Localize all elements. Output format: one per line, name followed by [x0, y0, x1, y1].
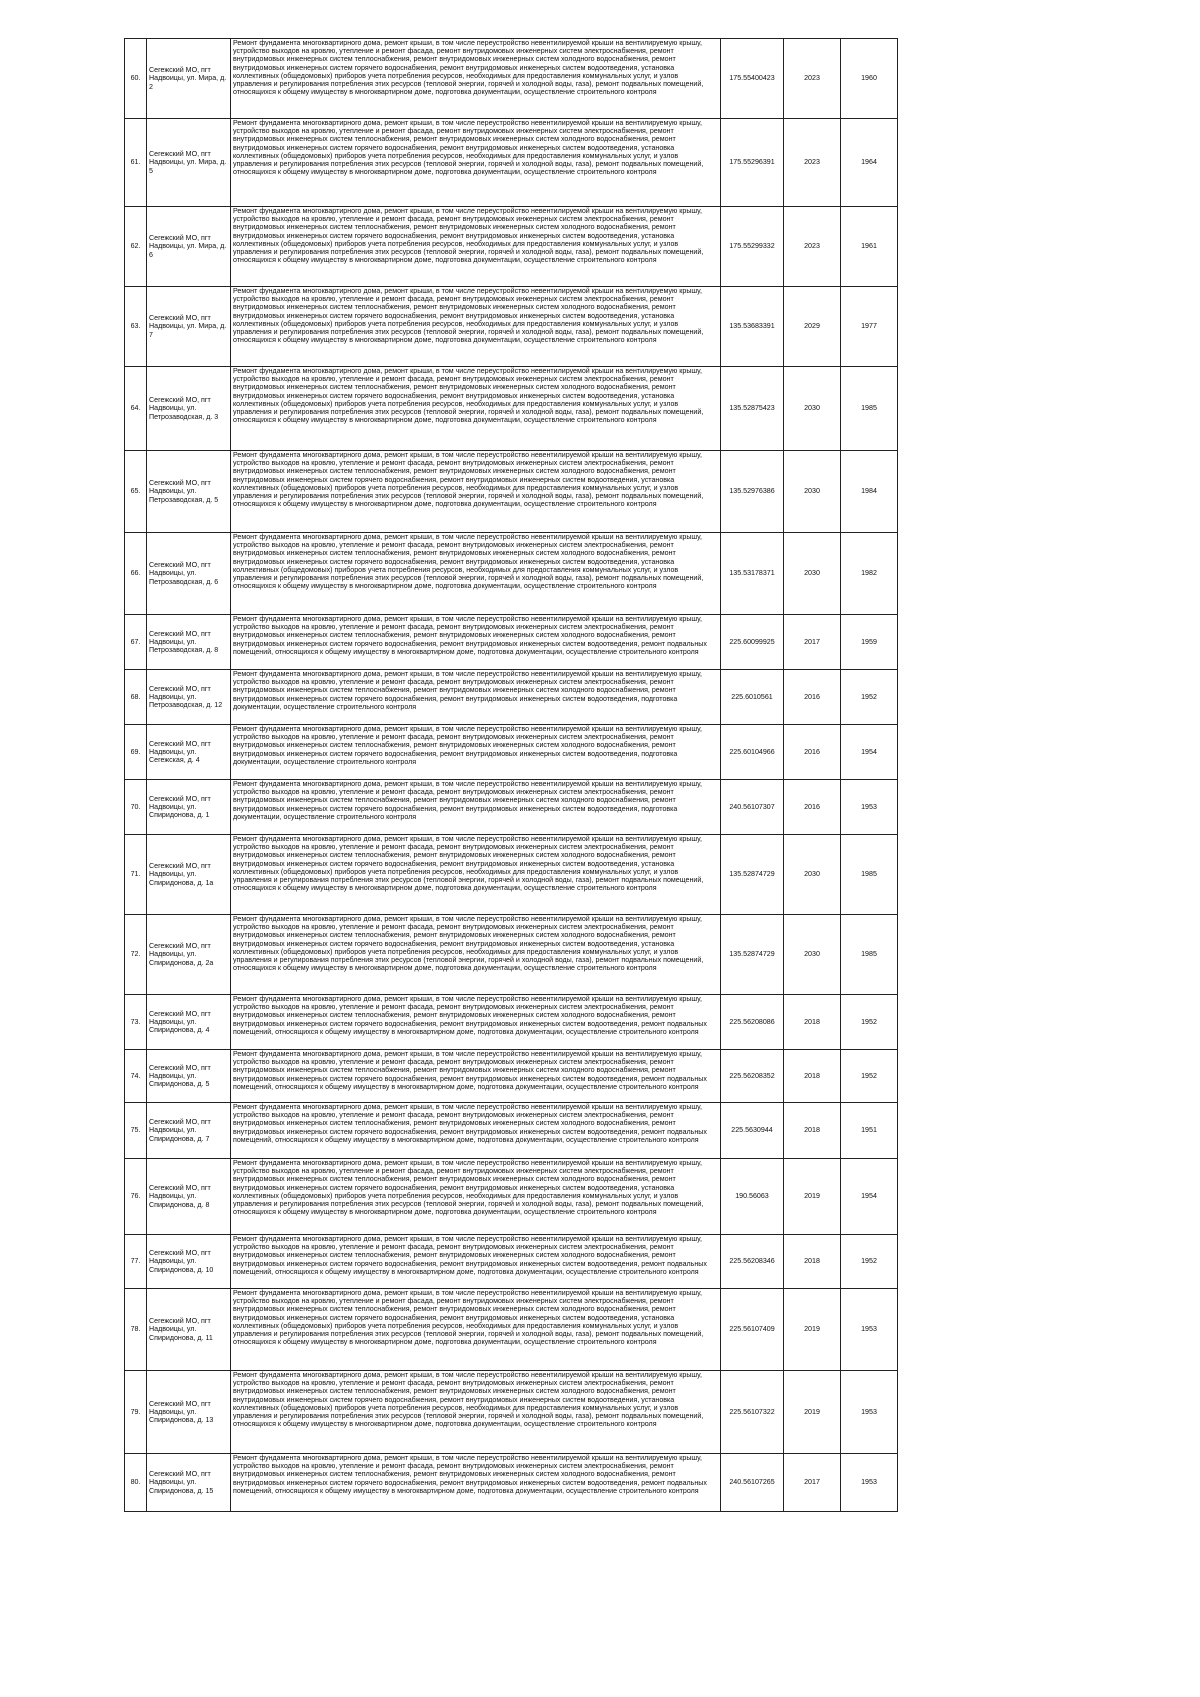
- cost-cell: 135.52874729: [721, 915, 784, 995]
- address-cell: Сегежский МО, пгт Надвоицы, ул. Мира, д. 5: [147, 119, 231, 207]
- planned-year-cell: 2019: [784, 1289, 841, 1371]
- work-description-cell: Ремонт фундамента многоквартирного дома, ремонт крыши, в том числе переустройство невентилируемой крыши на вентилируемую крышу, устройство выходов на кровлю, утепление и ремонт фасада, ремонт внутридомовых инженерных систем электроснабжения, ремонт внутридомовых инженерных систем теплоснабжения, ремонт внутридомовых инженерных систем холодного водоснабжения, ремонт внутридомовых инженерных систем горячего водоснабжения, ремонт внутридомовых инженерных систем водоотведения, подготовка документации, осуществление строительного контроля: [231, 780, 721, 835]
- work-description-cell: Ремонт фундамента многоквартирного дома, ремонт крыши, в том числе переустройство невентилируемой крыши на вентилируемую крышу, устройство выходов на кровлю, утепление и ремонт фасада, ремонт внутридомовых инженерных систем электроснабжения, ремонт внутридомовых инженерных систем теплоснабжения, ремонт внутридомовых инженерных систем холодного водоснабжения, ремонт внутридомовых инженерных систем горячего водоснабжения, ремонт внутридомовых инженерных систем водоотведения, установка коллективных (общедомовых) приборов учета потребления ресурсов, необходимых для предоставления коммунальных услуг, и узлов управления и регулирования потребления этих ресурсов (тепловой энергии, горячей и холодной воды, газа), ремонт подвальных помещений, относящихся к общему имуществу в многоквартирном доме, подготовка документации, осуществление строительного контроля: [231, 1289, 721, 1371]
- table-row: [125, 1289, 898, 1371]
- cost-cell: 225.56208346: [721, 1235, 784, 1289]
- address-cell: Сегежский МО, пгт Надвоицы, ул. Мира, д. 7: [147, 287, 231, 367]
- address-cell: Сегежский МО, пгт Надвоицы, ул. Петрозаводская, д. 8: [147, 615, 231, 670]
- work-description-cell: Ремонт фундамента многоквартирного дома, ремонт крыши, в том числе переустройство невентилируемой крыши на вентилируемую крышу, устройство выходов на кровлю, утепление и ремонт фасада, ремонт внутридомовых инженерных систем электроснабжения, ремонт внутридомовых инженерных систем теплоснабжения, ремонт внутридомовых инженерных систем холодного водоснабжения, ремонт внутридомовых инженерных систем горячего водоснабжения, ремонт внутридомовых инженерных систем водоотведения, установка коллективных (общедомовых) приборов учета потребления ресурсов, необходимых для предоставления коммунальных услуг, и узлов управления и регулирования потребления этих ресурсов (тепловой энергии, горячей и холодной воды, газа), ремонт подвальных помещений, относящихся к общему имуществу в многоквартирном доме, подготовка документации, осуществление строительного контроля: [231, 1159, 721, 1235]
- planned-year-cell: 2018: [784, 1235, 841, 1289]
- cost-cell: 135.52976386: [721, 451, 784, 533]
- address-cell: Сегежский МО, пгт Надвоицы, ул. Мира, д. 2: [147, 39, 231, 119]
- build-year-cell: 1952: [841, 1235, 898, 1289]
- build-year-cell: 1953: [841, 780, 898, 835]
- table-row: [125, 207, 898, 287]
- planned-year-cell: 2023: [784, 39, 841, 119]
- row-number: 80.: [125, 1454, 147, 1512]
- cost-cell: 225.56208086: [721, 995, 784, 1050]
- row-number: 72.: [125, 915, 147, 995]
- planned-year-cell: 2029: [784, 287, 841, 367]
- address-cell: Сегежский МО, пгт Надвоицы, ул. Петрозаводская, д. 5: [147, 451, 231, 533]
- planned-year-cell: 2017: [784, 1454, 841, 1512]
- cost-cell: 190.56063: [721, 1159, 784, 1235]
- row-number: 61.: [125, 119, 147, 207]
- planned-year-cell: 2016: [784, 670, 841, 725]
- table-row: [125, 451, 898, 533]
- cost-cell: 240.56107307: [721, 780, 784, 835]
- cost-cell: 225.5630944: [721, 1103, 784, 1159]
- build-year-cell: 1953: [841, 1454, 898, 1512]
- table-row: [125, 780, 898, 835]
- build-year-cell: 1954: [841, 725, 898, 780]
- table-row: [125, 835, 898, 915]
- work-description-cell: Ремонт фундамента многоквартирного дома, ремонт крыши, в том числе переустройство невентилируемой крыши на вентилируемую крышу, устройство выходов на кровлю, утепление и ремонт фасада, ремонт внутридомовых инженерных систем электроснабжения, ремонт внутридомовых инженерных систем теплоснабжения, ремонт внутридомовых инженерных систем холодного водоснабжения, ремонт внутридомовых инженерных систем горячего водоснабжения, ремонт внутридомовых инженерных систем водоотведения, ремонт подвальных помещений, относящихся к общему имуществу в многоквартирном доме, подготовка документации, осуществление строительного контроля: [231, 1103, 721, 1159]
- table-row: [125, 1454, 898, 1512]
- address-cell: Сегежский МО, пгт Надвоицы, ул. Спиридонова, д. 2а: [147, 915, 231, 995]
- planned-year-cell: 2030: [784, 835, 841, 915]
- work-description-cell: Ремонт фундамента многоквартирного дома, ремонт крыши, в том числе переустройство невентилируемой крыши на вентилируемую крышу, устройство выходов на кровлю, утепление и ремонт фасада, ремонт внутридомовых инженерных систем электроснабжения, ремонт внутридомовых инженерных систем теплоснабжения, ремонт внутридомовых инженерных систем холодного водоснабжения, ремонт внутридомовых инженерных систем горячего водоснабжения, ремонт внутридомовых инженерных систем водоотведения, подготовка документации, осуществление строительного контроля: [231, 670, 721, 725]
- work-description-cell: Ремонт фундамента многоквартирного дома, ремонт крыши, в том числе переустройство невентилируемой крыши на вентилируемую крышу, устройство выходов на кровлю, утепление и ремонт фасада, ремонт внутридомовых инженерных систем электроснабжения, ремонт внутридомовых инженерных систем теплоснабжения, ремонт внутридомовых инженерных систем холодного водоснабжения, ремонт внутридомовых инженерных систем горячего водоснабжения, ремонт внутридомовых инженерных систем водоотведения, установка коллективных (общедомовых) приборов учета потребления ресурсов, необходимых для предоставления коммунальных услуг, и узлов управления и регулирования потребления этих ресурсов (тепловой энергии, горячей и холодной воды, газа), ремонт подвальных помещений, относящихся к общему имуществу в многоквартирном доме, подготовка документации, осуществление строительного контроля: [231, 835, 721, 915]
- address-cell: Сегежский МО, пгт Надвоицы, ул. Мира, д. 6: [147, 207, 231, 287]
- cost-cell: 225.60099925: [721, 615, 784, 670]
- row-number: 77.: [125, 1235, 147, 1289]
- cost-cell: 225.56107322: [721, 1371, 784, 1454]
- row-number: 69.: [125, 725, 147, 780]
- table-row: [125, 1103, 898, 1159]
- address-cell: Сегежский МО, пгт Надвоицы, ул. Спиридонова, д. 11: [147, 1289, 231, 1371]
- row-number: 78.: [125, 1289, 147, 1371]
- table-row: [125, 119, 898, 207]
- cost-cell: 135.52875423: [721, 367, 784, 451]
- work-description-cell: Ремонт фундамента многоквартирного дома, ремонт крыши, в том числе переустройство невентилируемой крыши на вентилируемую крышу, устройство выходов на кровлю, утепление и ремонт фасада, ремонт внутридомовых инженерных систем электроснабжения, ремонт внутридомовых инженерных систем теплоснабжения, ремонт внутридомовых инженерных систем холодного водоснабжения, ремонт внутридомовых инженерных систем горячего водоснабжения, ремонт внутридомовых инженерных систем водоотведения, установка коллективных (общедомовых) приборов учета потребления ресурсов, необходимых для предоставления коммунальных услуг, и узлов управления и регулирования потребления этих ресурсов (тепловой энергии, горячей и холодной воды, газа), ремонт подвальных помещений, относящихся к общему имуществу в многоквартирном доме, подготовка документации, осуществление строительного контроля: [231, 451, 721, 533]
- build-year-cell: 1952: [841, 995, 898, 1050]
- row-number: 65.: [125, 451, 147, 533]
- build-year-cell: 1961: [841, 207, 898, 287]
- address-cell: Сегежский МО, пгт Надвоицы, ул. Спиридонова, д. 8: [147, 1159, 231, 1235]
- work-description-cell: Ремонт фундамента многоквартирного дома, ремонт крыши, в том числе переустройство невентилируемой крыши на вентилируемую крышу, устройство выходов на кровлю, утепление и ремонт фасада, ремонт внутридомовых инженерных систем электроснабжения, ремонт внутридомовых инженерных систем теплоснабжения, ремонт внутридомовых инженерных систем холодного водоснабжения, ремонт внутридомовых инженерных систем горячего водоснабжения, ремонт внутридомовых инженерных систем водоотведения, подготовка документации, осуществление строительного контроля: [231, 725, 721, 780]
- work-description-cell: Ремонт фундамента многоквартирного дома, ремонт крыши, в том числе переустройство невентилируемой крыши на вентилируемую крышу, устройство выходов на кровлю, утепление и ремонт фасада, ремонт внутридомовых инженерных систем электроснабжения, ремонт внутридомовых инженерных систем теплоснабжения, ремонт внутридомовых инженерных систем холодного водоснабжения, ремонт внутридомовых инженерных систем горячего водоснабжения, ремонт внутридомовых инженерных систем водоотведения, установка коллективных (общедомовых) приборов учета потребления ресурсов, необходимых для предоставления коммунальных услуг, и узлов управления и регулирования потребления этих ресурсов (тепловой энергии, горячей и холодной воды, газа), ремонт подвальных помещений, относящихся к общему имуществу в многоквартирном доме, подготовка документации, осуществление строительного контроля: [231, 533, 721, 615]
- cost-cell: 225.56208352: [721, 1050, 784, 1103]
- build-year-cell: 1985: [841, 835, 898, 915]
- build-year-cell: 1960: [841, 39, 898, 119]
- build-year-cell: 1952: [841, 1050, 898, 1103]
- planned-year-cell: 2023: [784, 207, 841, 287]
- work-description-cell: Ремонт фундамента многоквартирного дома, ремонт крыши, в том числе переустройство невентилируемой крыши на вентилируемую крышу, устройство выходов на кровлю, утепление и ремонт фасада, ремонт внутридомовых инженерных систем электроснабжения, ремонт внутридомовых инженерных систем теплоснабжения, ремонт внутридомовых инженерных систем холодного водоснабжения, ремонт внутридомовых инженерных систем горячего водоснабжения, ремонт внутридомовых инженерных систем водоотведения, установка коллективных (общедомовых) приборов учета потребления ресурсов, необходимых для предоставления коммунальных услуг, и узлов управления и регулирования потребления этих ресурсов (тепловой энергии, горячей и холодной воды, газа), ремонт подвальных помещений, относящихся к общему имуществу в многоквартирном доме, подготовка документации, осуществление строительного контроля: [231, 39, 721, 119]
- row-number: 70.: [125, 780, 147, 835]
- cost-cell: 135.53683391: [721, 287, 784, 367]
- table-row: [125, 1235, 898, 1289]
- cost-cell: 135.53178371: [721, 533, 784, 615]
- planned-year-cell: 2030: [784, 915, 841, 995]
- address-cell: Сегежский МО, пгт Надвоицы, ул. Спиридонова, д. 10: [147, 1235, 231, 1289]
- row-number: 68.: [125, 670, 147, 725]
- table-row: [125, 995, 898, 1050]
- row-number: 60.: [125, 39, 147, 119]
- work-description-cell: Ремонт фундамента многоквартирного дома, ремонт крыши, в том числе переустройство невентилируемой крыши на вентилируемую крышу, устройство выходов на кровлю, утепление и ремонт фасада, ремонт внутридомовых инженерных систем электроснабжения, ремонт внутридомовых инженерных систем теплоснабжения, ремонт внутридомовых инженерных систем холодного водоснабжения, ремонт внутридомовых инженерных систем горячего водоснабжения, ремонт внутридомовых инженерных систем водоотведения, ремонт подвальных помещений, относящихся к общему имуществу в многоквартирном доме, подготовка документации, осуществление строительного контроля: [231, 1050, 721, 1103]
- address-cell: Сегежский МО, пгт Надвоицы, ул. Спиридонова, д. 5: [147, 1050, 231, 1103]
- build-year-cell: 1952: [841, 670, 898, 725]
- table-row: [125, 725, 898, 780]
- address-cell: Сегежский МО, пгт Надвоицы, ул. Спиридонова, д. 4: [147, 995, 231, 1050]
- address-cell: Сегежский МО, пгт Надвоицы, ул. Сегежская, д. 4: [147, 725, 231, 780]
- address-cell: Сегежский МО, пгт Надвоицы, ул. Спиридонова, д. 1а: [147, 835, 231, 915]
- planned-year-cell: 2018: [784, 1050, 841, 1103]
- row-number: 74.: [125, 1050, 147, 1103]
- cost-cell: 175.55400423: [721, 39, 784, 119]
- address-cell: Сегежский МО, пгт Надвоицы, ул. Спиридонова, д. 13: [147, 1371, 231, 1454]
- work-description-cell: Ремонт фундамента многоквартирного дома, ремонт крыши, в том числе переустройство невентилируемой крыши на вентилируемую крышу, устройство выходов на кровлю, утепление и ремонт фасада, ремонт внутридомовых инженерных систем электроснабжения, ремонт внутридомовых инженерных систем теплоснабжения, ремонт внутридомовых инженерных систем холодного водоснабжения, ремонт внутридомовых инженерных систем горячего водоснабжения, ремонт внутридомовых инженерных систем водоотведения, ремонт подвальных помещений, относящихся к общему имуществу в многоквартирном доме, подготовка документации, осуществление строительного контроля: [231, 1454, 721, 1512]
- build-year-cell: 1984: [841, 451, 898, 533]
- address-cell: Сегежский МО, пгт Надвоицы, ул. Петрозаводская, д. 3: [147, 367, 231, 451]
- cost-cell: 135.52874729: [721, 835, 784, 915]
- build-year-cell: 1954: [841, 1159, 898, 1235]
- address-cell: Сегежский МО, пгт Надвоицы, ул. Спиридонова, д. 15: [147, 1454, 231, 1512]
- planned-year-cell: 2019: [784, 1371, 841, 1454]
- cost-cell: 225.6010561: [721, 670, 784, 725]
- row-number: 75.: [125, 1103, 147, 1159]
- address-cell: Сегежский МО, пгт Надвоицы, ул. Спиридонова, д. 7: [147, 1103, 231, 1159]
- row-number: 63.: [125, 287, 147, 367]
- planned-year-cell: 2016: [784, 725, 841, 780]
- planned-year-cell: 2019: [784, 1159, 841, 1235]
- table-row: [125, 1371, 898, 1454]
- table-row: [125, 533, 898, 615]
- row-number: 66.: [125, 533, 147, 615]
- table-body: [125, 39, 898, 1512]
- table-row: [125, 615, 898, 670]
- cost-cell: 240.56107265: [721, 1454, 784, 1512]
- build-year-cell: 1953: [841, 1289, 898, 1371]
- build-year-cell: 1953: [841, 1371, 898, 1454]
- work-description-cell: Ремонт фундамента многоквартирного дома, ремонт крыши, в том числе переустройство невентилируемой крыши на вентилируемую крышу, устройство выходов на кровлю, утепление и ремонт фасада, ремонт внутридомовых инженерных систем электроснабжения, ремонт внутридомовых инженерных систем теплоснабжения, ремонт внутридомовых инженерных систем холодного водоснабжения, ремонт внутридомовых инженерных систем горячего водоснабжения, ремонт внутридомовых инженерных систем водоотведения, установка коллективных (общедомовых) приборов учета потребления ресурсов, необходимых для предоставления коммунальных услуг, и узлов управления и регулирования потребления этих ресурсов (тепловой энергии, горячей и холодной воды, газа), ремонт подвальных помещений, относящихся к общему имуществу в многоквартирном доме, подготовка документации, осуществление строительного контроля: [231, 287, 721, 367]
- work-description-cell: Ремонт фундамента многоквартирного дома, ремонт крыши, в том числе переустройство невентилируемой крыши на вентилируемую крышу, устройство выходов на кровлю, утепление и ремонт фасада, ремонт внутридомовых инженерных систем электроснабжения, ремонт внутридомовых инженерных систем теплоснабжения, ремонт внутридомовых инженерных систем холодного водоснабжения, ремонт внутридомовых инженерных систем горячего водоснабжения, ремонт внутридомовых инженерных систем водоотведения, установка коллективных (общедомовых) приборов учета потребления ресурсов, необходимых для предоставления коммунальных услуг, и узлов управления и регулирования потребления этих ресурсов (тепловой энергии, горячей и холодной воды, газа), ремонт подвальных помещений, относящихся к общему имуществу в многоквартирном доме, подготовка документации, осуществление строительного контроля: [231, 207, 721, 287]
- cost-cell: 225.60104966: [721, 725, 784, 780]
- table-row: [125, 367, 898, 451]
- cost-cell: 175.55296391: [721, 119, 784, 207]
- work-description-cell: Ремонт фундамента многоквартирного дома, ремонт крыши, в том числе переустройство невентилируемой крыши на вентилируемую крышу, устройство выходов на кровлю, утепление и ремонт фасада, ремонт внутридомовых инженерных систем электроснабжения, ремонт внутридомовых инженерных систем теплоснабжения, ремонт внутридомовых инженерных систем холодного водоснабжения, ремонт внутридомовых инженерных систем горячего водоснабжения, ремонт внутридомовых инженерных систем водоотведения, установка коллективных (общедомовых) приборов учета потребления ресурсов, необходимых для предоставления коммунальных услуг, и узлов управления и регулирования потребления этих ресурсов (тепловой энергии, горячей и холодной воды, газа), ремонт подвальных помещений, относящихся к общему имуществу в многоквартирном доме, подготовка документации, осуществление строительного контроля: [231, 915, 721, 995]
- build-year-cell: 1959: [841, 615, 898, 670]
- row-number: 71.: [125, 835, 147, 915]
- planned-year-cell: 2030: [784, 451, 841, 533]
- work-description-cell: Ремонт фундамента многоквартирного дома, ремонт крыши, в том числе переустройство невентилируемой крыши на вентилируемую крышу, устройство выходов на кровлю, утепление и ремонт фасада, ремонт внутридомовых инженерных систем электроснабжения, ремонт внутридомовых инженерных систем теплоснабжения, ремонт внутридомовых инженерных систем холодного водоснабжения, ремонт внутридомовых инженерных систем горячего водоснабжения, ремонт внутридомовых инженерных систем водоотведения, ремонт подвальных помещений, относящихся к общему имуществу в многоквартирном доме, подготовка документации, осуществление строительного контроля: [231, 995, 721, 1050]
- work-description-cell: Ремонт фундамента многоквартирного дома, ремонт крыши, в том числе переустройство невентилируемой крыши на вентилируемую крышу, устройство выходов на кровлю, утепление и ремонт фасада, ремонт внутридомовых инженерных систем электроснабжения, ремонт внутридомовых инженерных систем теплоснабжения, ремонт внутридомовых инженерных систем холодного водоснабжения, ремонт внутридомовых инженерных систем горячего водоснабжения, ремонт внутридомовых инженерных систем водоотведения, установка коллективных (общедомовых) приборов учета потребления ресурсов, необходимых для предоставления коммунальных услуг, и узлов управления и регулирования потребления этих ресурсов (тепловой энергии, горячей и холодной воды, газа), ремонт подвальных помещений, относящихся к общему имуществу в многоквартирном доме, подготовка документации, осуществление строительного контроля: [231, 367, 721, 451]
- table-row: [125, 1050, 898, 1103]
- address-cell: Сегежский МО, пгт Надвоицы, ул. Спиридонова, д. 1: [147, 780, 231, 835]
- work-description-cell: Ремонт фундамента многоквартирного дома, ремонт крыши, в том числе переустройство невентилируемой крыши на вентилируемую крышу, устройство выходов на кровлю, утепление и ремонт фасада, ремонт внутридомовых инженерных систем электроснабжения, ремонт внутридомовых инженерных систем теплоснабжения, ремонт внутридомовых инженерных систем холодного водоснабжения, ремонт внутридомовых инженерных систем горячего водоснабжения, ремонт внутридомовых инженерных систем водоотведения, ремонт подвальных помещений, относящихся к общему имуществу в многоквартирном доме, подготовка документации, осуществление строительного контроля: [231, 615, 721, 670]
- planned-year-cell: 2017: [784, 615, 841, 670]
- table-row: [125, 39, 898, 119]
- table-row: [125, 915, 898, 995]
- build-year-cell: 1985: [841, 367, 898, 451]
- planned-year-cell: 2016: [784, 780, 841, 835]
- work-description-cell: Ремонт фундамента многоквартирного дома, ремонт крыши, в том числе переустройство невентилируемой крыши на вентилируемую крышу, устройство выходов на кровлю, утепление и ремонт фасада, ремонт внутридомовых инженерных систем электроснабжения, ремонт внутридомовых инженерных систем теплоснабжения, ремонт внутридомовых инженерных систем холодного водоснабжения, ремонт внутридомовых инженерных систем горячего водоснабжения, ремонт внутридомовых инженерных систем водоотведения, установка коллективных (общедомовых) приборов учета потребления ресурсов, необходимых для предоставления коммунальных услуг, и узлов управления и регулирования потребления этих ресурсов (тепловой энергии, горячей и холодной воды, газа), ремонт подвальных помещений, относящихся к общему имуществу в многоквартирном доме, подготовка документации, осуществление строительного контроля: [231, 1371, 721, 1454]
- build-year-cell: 1985: [841, 915, 898, 995]
- address-cell: Сегежский МО, пгт Надвоицы, ул. Петрозаводская, д. 12: [147, 670, 231, 725]
- work-description-cell: Ремонт фундамента многоквартирного дома, ремонт крыши, в том числе переустройство невентилируемой крыши на вентилируемую крышу, устройство выходов на кровлю, утепление и ремонт фасада, ремонт внутридомовых инженерных систем электроснабжения, ремонт внутридомовых инженерных систем теплоснабжения, ремонт внутридомовых инженерных систем холодного водоснабжения, ремонт внутридомовых инженерных систем горячего водоснабжения, ремонт внутридомовых инженерных систем водоотведения, установка коллективных (общедомовых) приборов учета потребления ресурсов, необходимых для предоставления коммунальных услуг, и узлов управления и регулирования потребления этих ресурсов (тепловой энергии, горячей и холодной воды, газа), ремонт подвальных помещений, относящихся к общему имуществу в многоквартирном доме, подготовка документации, осуществление строительного контроля: [231, 119, 721, 207]
- row-number: 76.: [125, 1159, 147, 1235]
- build-year-cell: 1982: [841, 533, 898, 615]
- planned-year-cell: 2023: [784, 119, 841, 207]
- build-year-cell: 1977: [841, 287, 898, 367]
- planned-year-cell: 2018: [784, 995, 841, 1050]
- repair-schedule-table: [124, 38, 898, 1512]
- planned-year-cell: 2030: [784, 533, 841, 615]
- table-row: [125, 287, 898, 367]
- work-description-cell: Ремонт фундамента многоквартирного дома, ремонт крыши, в том числе переустройство невентилируемой крыши на вентилируемую крышу, устройство выходов на кровлю, утепление и ремонт фасада, ремонт внутридомовых инженерных систем электроснабжения, ремонт внутридомовых инженерных систем теплоснабжения, ремонт внутридомовых инженерных систем холодного водоснабжения, ремонт внутридомовых инженерных систем горячего водоснабжения, ремонт внутридомовых инженерных систем водоотведения, ремонт подвальных помещений, относящихся к общему имуществу в многоквартирном доме, подготовка документации, осуществление строительного контроля: [231, 1235, 721, 1289]
- planned-year-cell: 2018: [784, 1103, 841, 1159]
- row-number: 64.: [125, 367, 147, 451]
- row-number: 67.: [125, 615, 147, 670]
- build-year-cell: 1964: [841, 119, 898, 207]
- row-number: 73.: [125, 995, 147, 1050]
- row-number: 79.: [125, 1371, 147, 1454]
- row-number: 62.: [125, 207, 147, 287]
- cost-cell: 225.56107409: [721, 1289, 784, 1371]
- build-year-cell: 1951: [841, 1103, 898, 1159]
- table-row: [125, 1159, 898, 1235]
- table-row: [125, 670, 898, 725]
- planned-year-cell: 2030: [784, 367, 841, 451]
- address-cell: Сегежский МО, пгт Надвоицы, ул. Петрозаводская, д. 6: [147, 533, 231, 615]
- cost-cell: 175.55299332: [721, 207, 784, 287]
